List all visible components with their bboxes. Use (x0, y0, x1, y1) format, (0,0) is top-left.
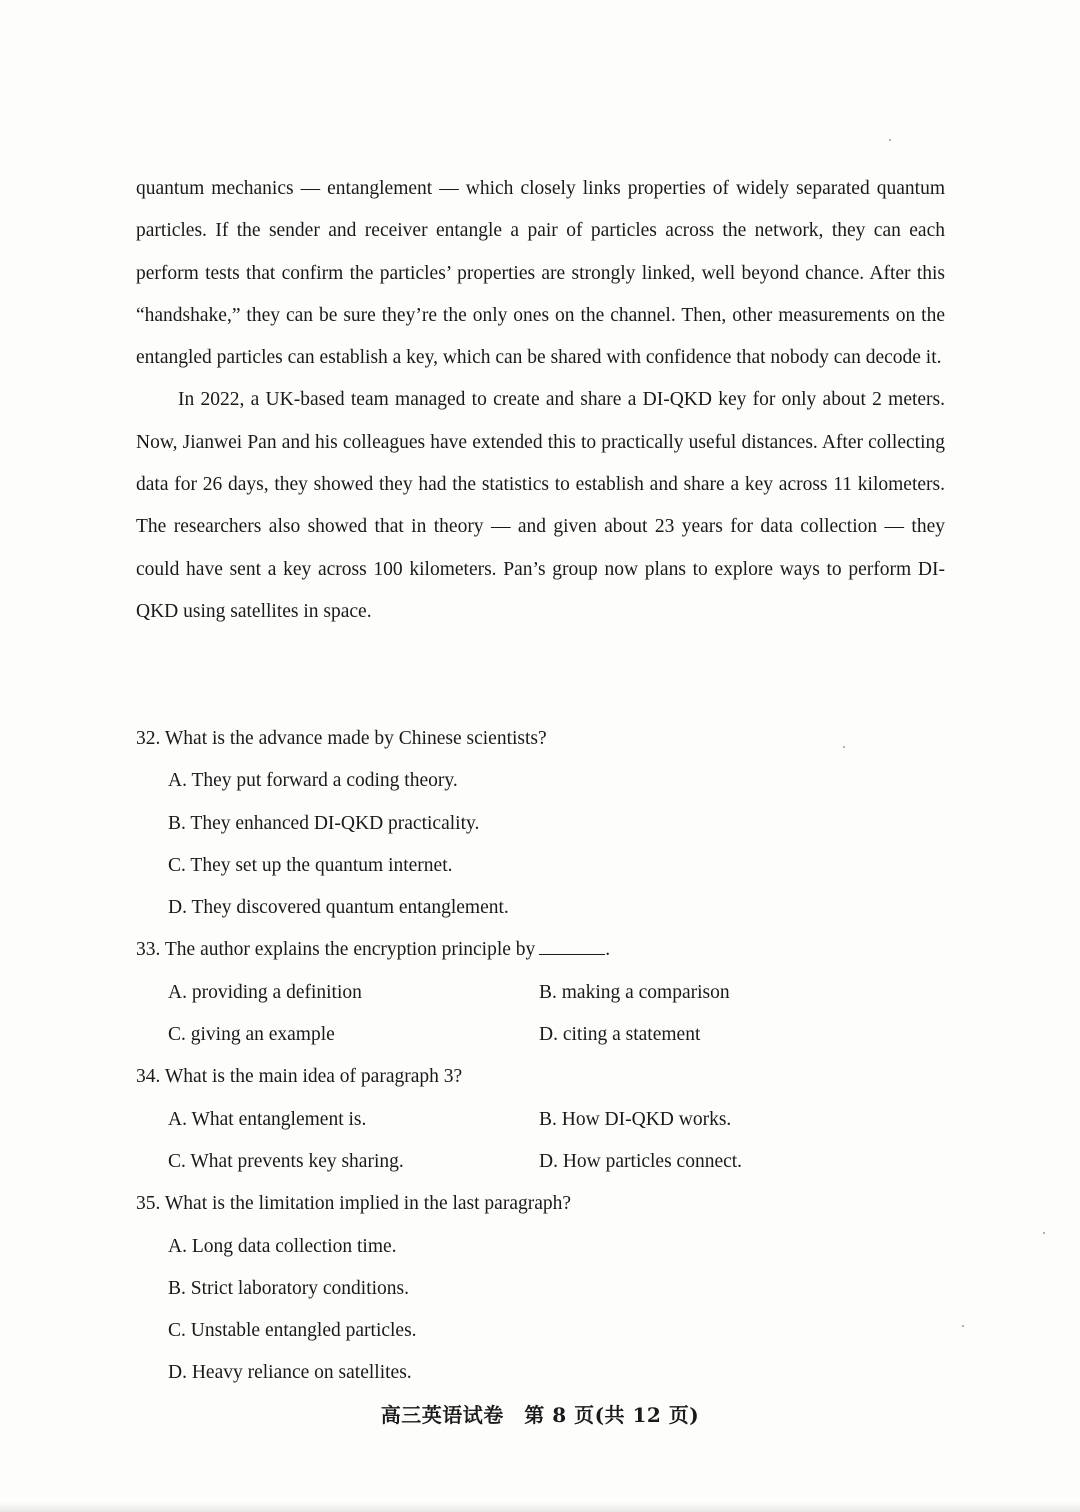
option-d: D. How particles connect. (539, 1150, 743, 1172)
option-row (168, 1141, 945, 1183)
option-list (136, 972, 945, 1057)
question-stem-line (136, 929, 945, 971)
option-c: C. They set up the quantum internet. (168, 854, 453, 876)
question-stem: 33. The author explains the encryption principle by (136, 939, 536, 961)
option-a: A. providing a definition (168, 981, 362, 1003)
option-a: A. Long data collection time. (168, 1235, 397, 1257)
page-footer: 高三英语试卷 第 8 页(共 12 页) (380, 1403, 700, 1427)
page-bottom-edge (0, 1502, 1080, 1512)
passage-paragraph: quantum mechanics — entanglement — which closely links properties of widely separated quantum particles. If the sender and receiver entangle a pair of particles across the network, they can each perform tests that confirm the particles’ properties are strongly linked, well beyond chance. After this “handshake,” they can be sure they’re the only ones on the channel. Then, other measurements on the entangled particles can establish a key, which can be shared with confidence that nobody can decode it. (136, 178, 945, 369)
option-c: C. What prevents key sharing. (168, 1150, 404, 1172)
scan-speck (1043, 1232, 1045, 1234)
option-row (168, 1014, 945, 1056)
option-a: A. They put forward a coding theory. (168, 770, 458, 792)
option-b: B. making a comparison (539, 981, 730, 1003)
answer-blank (539, 934, 605, 955)
option-d: D. They discovered quantum entanglement. (168, 897, 509, 919)
question-35 (136, 1183, 945, 1394)
scan-speck (889, 139, 891, 141)
question-stem-end: . (605, 939, 611, 961)
option-list (136, 1226, 945, 1395)
option-d: D. citing a statement (539, 1024, 701, 1046)
option-b: B. They enhanced DI-QKD practicality. (168, 812, 480, 834)
option-c: C. Unstable entangled particles. (168, 1320, 417, 1342)
option-row (168, 972, 945, 1014)
option-b: B. How DI-QKD works. (539, 1108, 732, 1130)
option-list (136, 760, 945, 929)
scan-speck (843, 746, 845, 748)
question-stem: 35. What is the limitation implied in the last paragraph? (136, 1193, 572, 1215)
question-33 (136, 929, 945, 1056)
question-stem: 34. What is the main idea of paragraph 3? (136, 1066, 463, 1088)
passage-paragraph: In 2022, a UK-based team managed to create and share a DI-QKD key for only about 2 meters. Now, Jianwei Pan and his colleagues have extended this to practically useful distances. After collecting data for 26 days, they showed they had the statistics to establish and share a key across 11 kilometers. The researchers also showed that in theory — and given about 23 years for data collection — they could have sent a key across 100 kilometers. Pan’s group now plans to explore ways to perform DI-QKD using satellites in space. (136, 389, 945, 622)
question-34 (136, 1056, 945, 1183)
option-row (168, 1099, 945, 1141)
option-a: A. What entanglement is. (168, 1108, 367, 1130)
option-list (136, 1099, 945, 1184)
question-stem: 32. What is the advance made by Chinese scientists? (136, 728, 547, 749)
question-32 (136, 718, 945, 929)
reading-passage (136, 168, 945, 633)
option-c: C. giving an example (168, 1024, 335, 1046)
question-list (136, 718, 945, 1395)
scan-speck (962, 1325, 964, 1327)
option-d: D. Heavy reliance on satellites. (168, 1362, 412, 1384)
option-b: B. Strict laboratory conditions. (168, 1277, 410, 1299)
